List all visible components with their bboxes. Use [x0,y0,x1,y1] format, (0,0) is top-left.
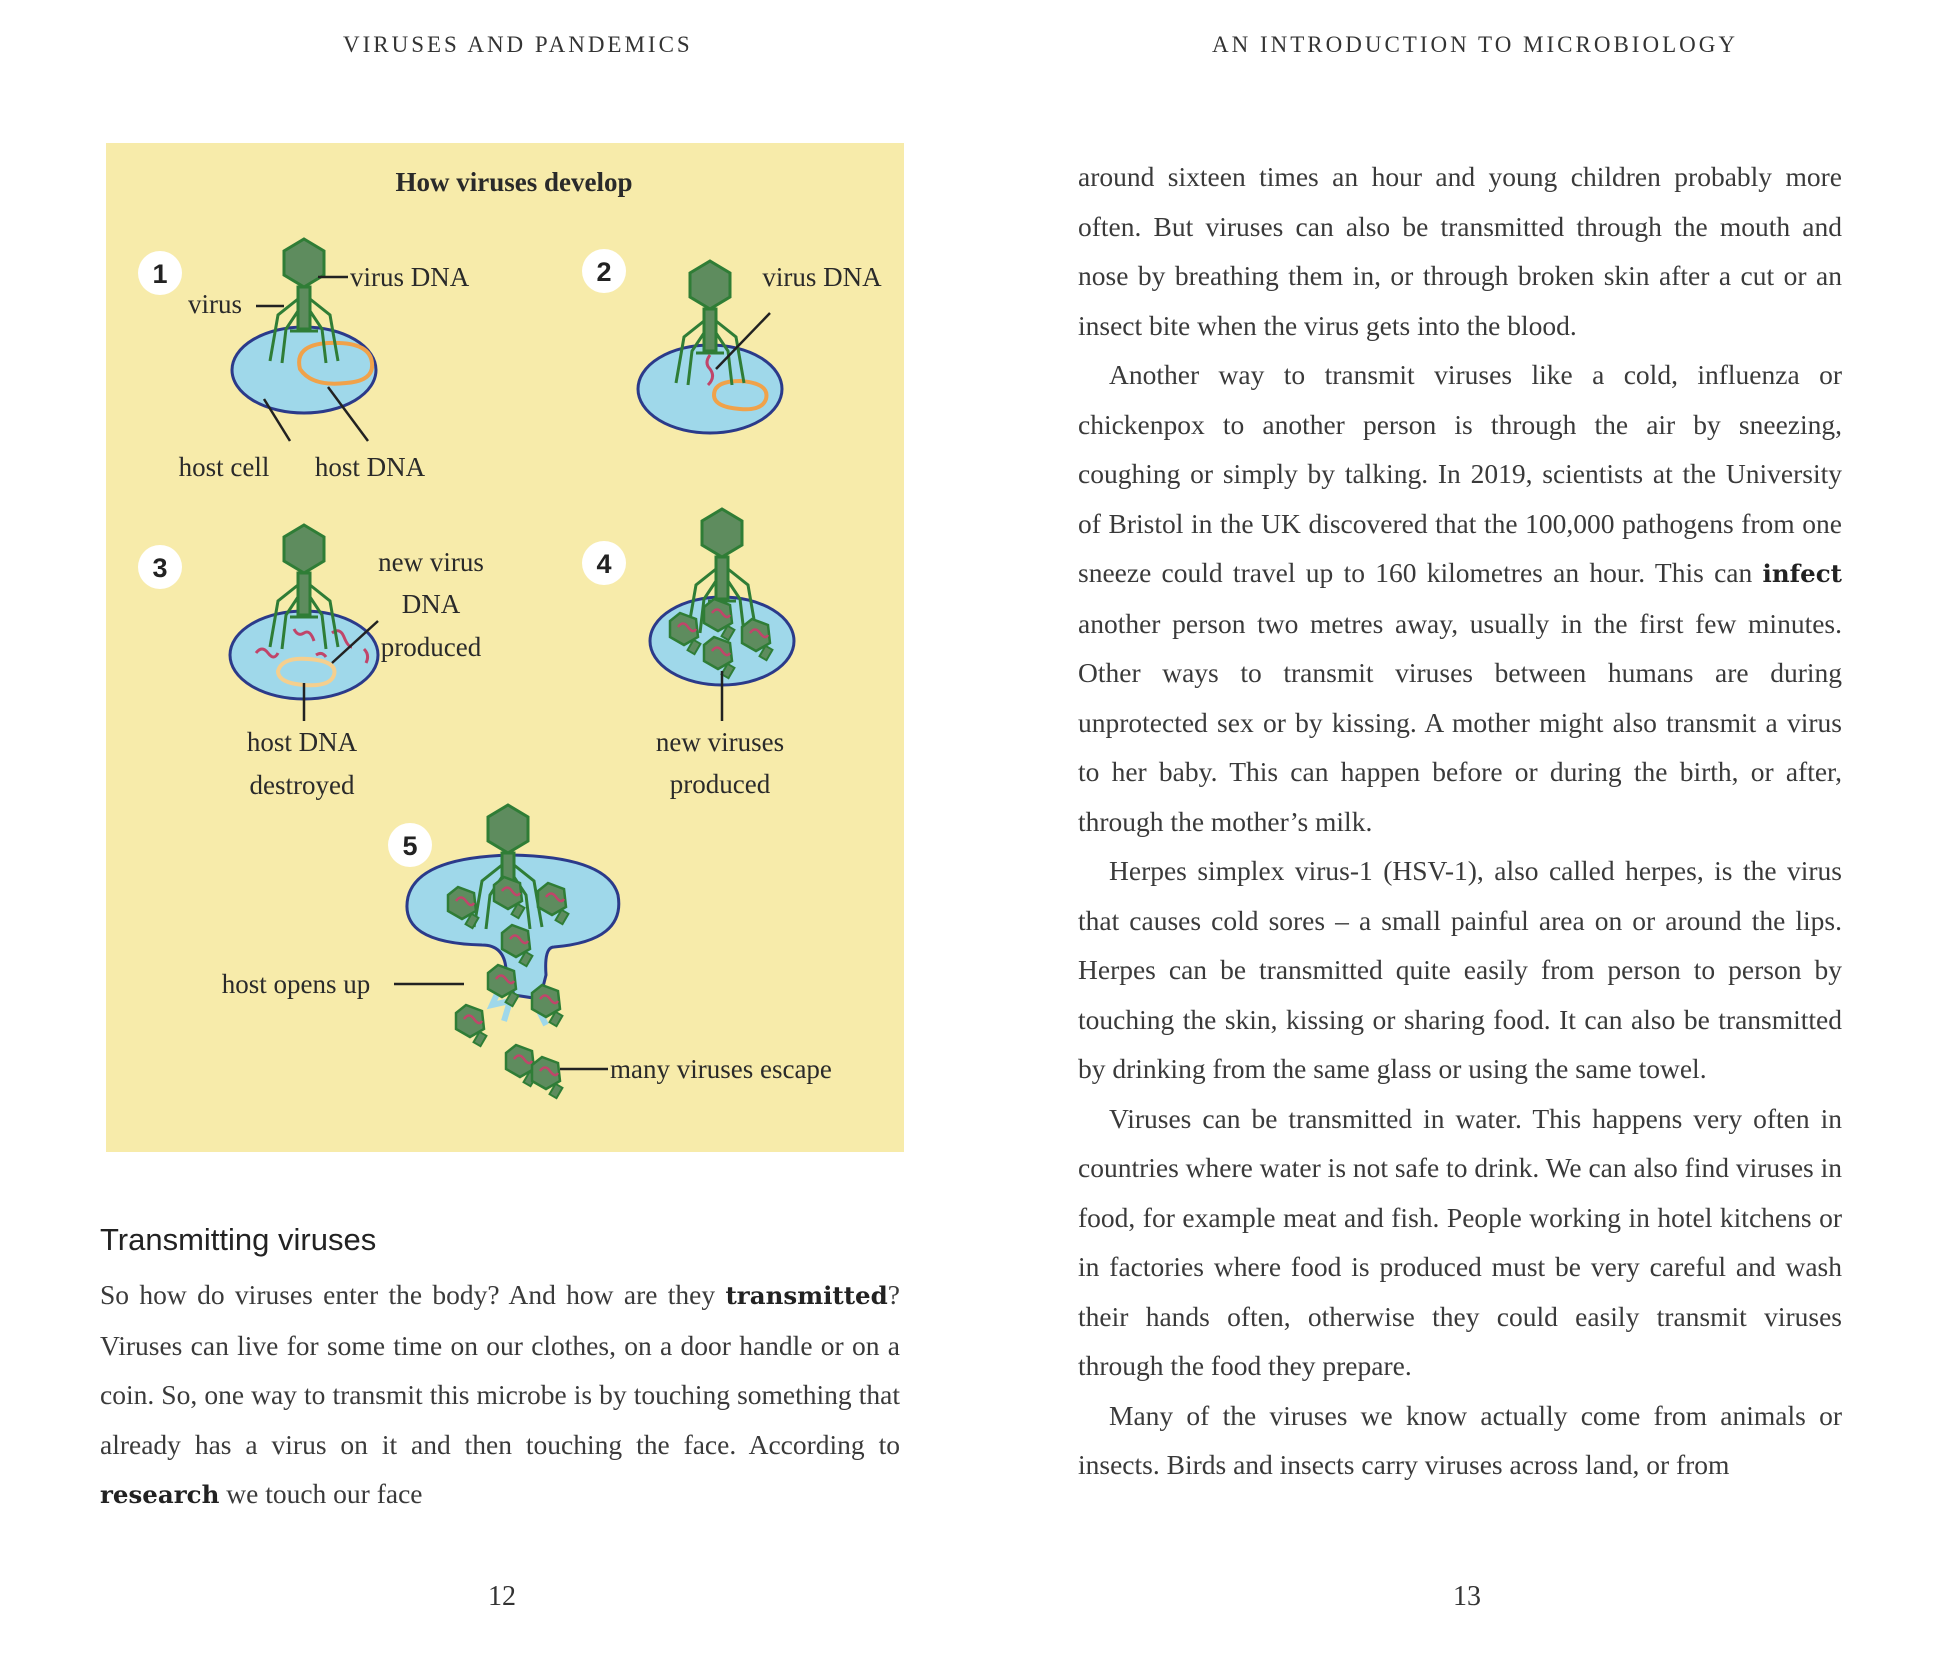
bold-term: research [100,1480,220,1509]
text-run: another person two metres away, usually in the first few minutes. Other ways to transmit viruses between humans are during unprotected sex or by kissing. A mother might also transmit a virus to her baby. This can happen before or during the birth, or after, through the mother’s milk. [1078,607,1842,837]
paragraph [1078,350,1842,846]
running-head-right: AN INTRODUCTION TO MICROBIOLOGY [1212,32,1738,57]
bold-term: transmitted [725,1281,888,1310]
right-page [975,0,1951,1672]
paragraph: Herpes simplex virus-1 (HSV-1), also called herpes, is the virus that causes cold sores – a small painful area on or around the lips. Herpes can be transmitted quite easily from person to person by touching the skin, kissing or sharing food. It can also be transmitted by drinking from the same glass or using the same towel. [1078,855,1842,1084]
new-virus-icon [456,1005,486,1046]
text-run: So how do viruses enter the body? And how are they [100,1279,726,1310]
new-virus-label-line2: DNA [401,589,461,619]
step-2-number: 2 [596,257,612,287]
host-dna-destroyed-line2: destroyed [249,770,355,800]
step-1 [138,239,470,482]
paragraph-continued: around sixteen times an hour and young children probably more often. But viruses can also be transmitted through the mouth and nose by breathing them in, or through broken skin after a cut or an insect bite when the virus gets into the blood. [1078,161,1842,341]
many-viruses-escape-label: many viruses escape [610,1054,832,1084]
step-5-number: 5 [402,831,418,861]
text-run: ? Viruses can live for some time on our clothes, on a door handle or on a coin. So, one way to transmit this microbe is by touching something that already has a virus on it and then touching the face. According to [100,1279,900,1460]
running-head-left: VIRUSES AND PANDEMICS [343,32,693,57]
step-4-number: 4 [596,549,612,579]
bold-term: infect [1762,559,1842,588]
new-virus-icon [532,985,562,1026]
host-cell-shape [232,327,376,413]
step-3-number: 3 [152,553,168,583]
page-number-left: 12 [488,1581,516,1612]
step-1-number: 1 [152,259,168,289]
right-body-text [1078,152,1842,1490]
left-body-paragraph [100,1270,900,1520]
paragraph: Many of the viruses we know actually come from animals or insects. Birds and insects carry viruses across land, or from [1078,1399,1842,1480]
step-3 [138,525,484,800]
paragraph: Viruses can be transmitted in water. This happens very often in countries where water is not safe to drink. We can also find viruses in food, for example meat and fish. People working in hotel kitchens or in factories where food is produced must be very careful and wash their hands often, otherwise they could easily transmit viruses through the food they prepare. [1078,1102,1843,1381]
step-4 [582,509,794,799]
left-page [0,0,975,1672]
step-5 [222,805,832,1098]
new-viruses-label-line2: produced [669,769,771,799]
text-run: Another way to transmit viruses like a cold, influenza or chickenpox to another person is through the air by sneezing, coughing or simply by talking. In 2019, scientists at the University of Bristol in the UK discovered that the 100,000 pathogens from one sneeze could travel up to 160 kilometres an hour. This can [1078,359,1842,588]
text-run: we touch our face [219,1478,423,1509]
host-dna-destroyed-line1: host DNA [246,727,358,757]
virus-dna-label: virus DNA [762,262,882,292]
new-virus-icon [532,1057,562,1098]
host-cell-shape [638,345,782,433]
new-virus-label-line3: produced [380,632,482,662]
figure-title: How viruses develop [395,167,633,197]
host-dna-label: host DNA [314,452,426,482]
host-cell-label: host cell [178,452,270,482]
new-viruses-label-line1: new viruses [655,727,785,757]
virus-label: virus [188,289,242,319]
step-2 [582,249,882,433]
new-virus-label-line1: new virus [378,547,484,577]
host-opens-up-label: host opens up [221,969,371,999]
page-number-right: 13 [1453,1581,1481,1612]
virus-dna-label: virus DNA [350,262,470,292]
virus-development-figure [106,143,904,1152]
section-heading: Transmitting viruses [100,1222,377,1257]
